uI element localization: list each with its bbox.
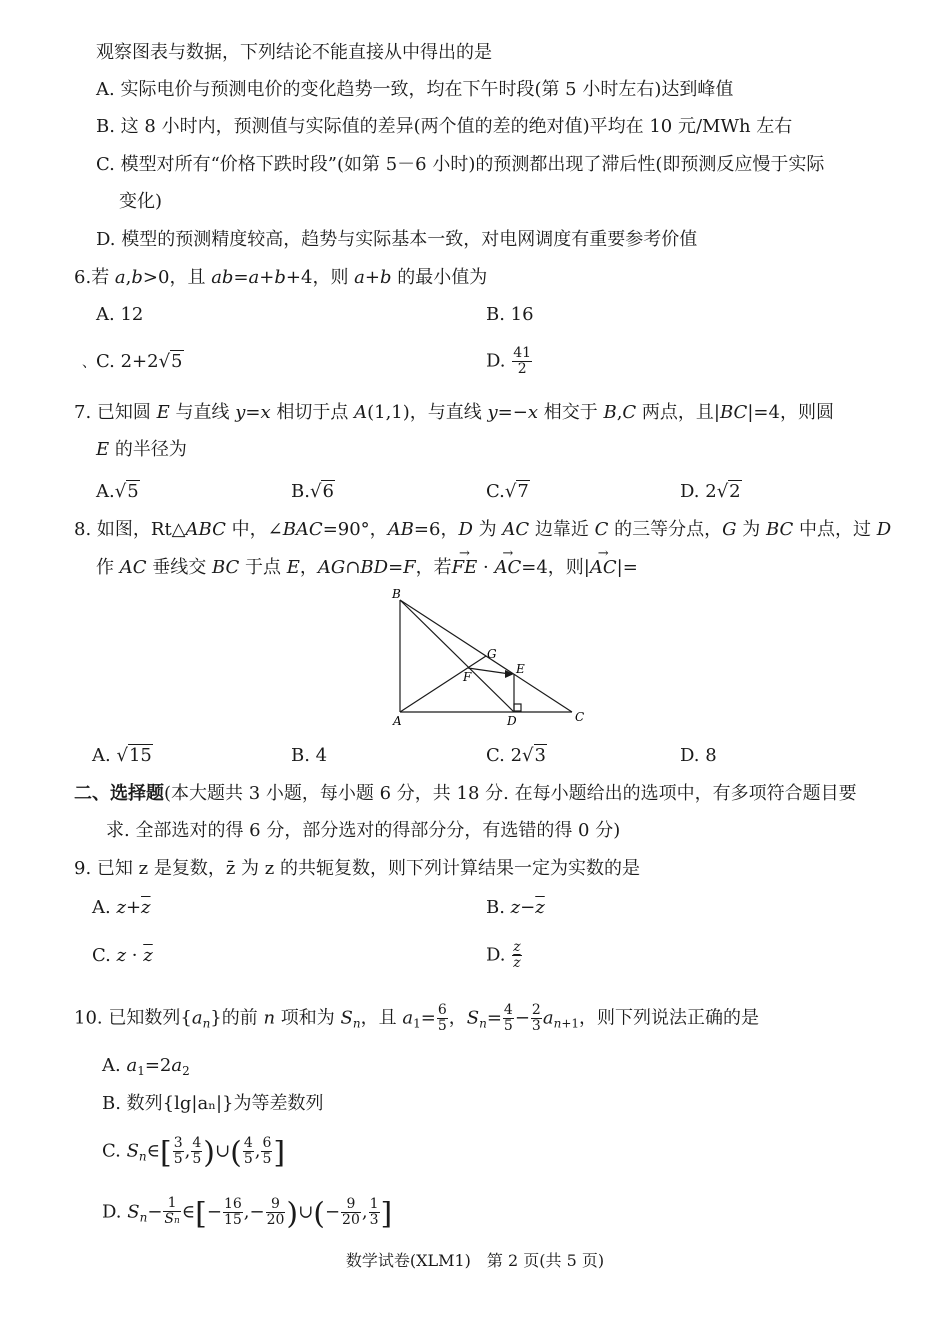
q5-option-a: A. 实际电价与预测电价的变化趋势一致，均在下午时段(第 5 小时左右)达到峰值 [96, 79, 734, 100]
q9-option-b: B. $z-\overline{z}$ [486, 897, 545, 918]
q9-option-c: C. $z \cdot \overline{z}$ [92, 945, 153, 966]
q8-option-d: D. 8 [680, 745, 717, 766]
label-e: E [516, 662, 525, 676]
q6-stem: 6.若 a,b>0，且 ab=a+b+4，则 a+b 的最小值为 [74, 267, 488, 288]
q10-option-d: D. $S_n-$ $\frac{1}{Sn}$ ∈[− $\frac{16}{15}$ ,− $\frac{9}{20}$ )∪(− $\frac{9}{20}$ , $\frac{1}{3}$ ] [102, 1195, 393, 1232]
q7-option-a: A.√5 [96, 481, 139, 502]
q8-stem-line2: 作 AC 垂线交 BC 于点 E，AG∩BD=F，若→ FE · → AC=4，则|→ AC|= [96, 556, 638, 580]
q10-option-a: A. $a_1=2a_2$ [102, 1055, 190, 1078]
segment-bd [400, 600, 514, 712]
q8-option-c: C. 2√3 [486, 745, 546, 766]
q6-option-c: 、C. 2+2√5 [82, 351, 183, 372]
q9-option-d: D. $\frac{z}{z}$ [486, 939, 521, 971]
section-2-header [74, 782, 857, 806]
q8-stem-line1: 8. 如图，Rt△ABC 中，∠BAC=90°，AB=6，D 为 AC 边靠近 C 的三等分点，G 为 BC 中点，过 D [74, 519, 892, 540]
q7-option-b: B.√6 [291, 481, 334, 502]
q6-option-c-prefix: C. 2+2 [96, 351, 159, 372]
label-a: A [393, 714, 402, 728]
q6-number: 6. [74, 267, 92, 288]
q7-option-c: C.√7 [486, 481, 529, 502]
q10-stem: 10. 已知数列$\{a_n\}$的前 n 项和为 $S_n$，且 $a_1=$ $\frac{6}{5}$ ，$S_n=$ $\frac{4}{5}$ − $\frac{2}{3}$ $a_{n+1}$，则下列说法正确的是 [74, 1002, 760, 1034]
section-2-desc-cont: 求. 全部选对的得 6 分，部分选对的得部分分，有选错的得 0 分) [106, 820, 621, 841]
right-angle-mark [514, 704, 521, 711]
q6-option-a: A. 12 [96, 304, 144, 325]
q10-option-c: C. $S_n\in$[ $\frac{3}{5}$ , $\frac{4}{5}$ )∪( $\frac{4}{5}$ , $\frac{6}{5}$ ] [102, 1135, 286, 1171]
q5-stem-tail: 观察图表与数据，下列结论不能直接从中得出的是 [96, 42, 492, 63]
q6-option-c-radicand: 5 [171, 351, 183, 372]
label-f: F [463, 670, 472, 684]
label-d: D [507, 714, 517, 728]
label-g: G [487, 647, 497, 661]
label-c: C [575, 710, 585, 724]
q5-option-c-cont: 变化) [119, 191, 163, 212]
section-2-title: 二、选择题 [74, 783, 164, 804]
q7-stem-line2: E 的半径为 [96, 439, 187, 460]
page-footer: 数学试卷(XLM1) 第 2 页(共 5 页) [345, 1251, 605, 1270]
q9-stem: 9. 已知 z 是复数，z̄ 为 z 的共轭复数，则下列计算结果一定为实数的是 [74, 858, 640, 879]
q7-stem-line1: 7. 已知圆 E 与直线 y=x 相切于点 A(1,1)，与直线 y=−x 相交于 B,C 两点，且|BC|=4，则圆 [74, 402, 834, 423]
segment-ag [400, 656, 486, 712]
q8-option-a: A. √15 [92, 745, 152, 766]
q6-option-b: B. 16 [486, 304, 534, 325]
label-b: B [392, 588, 401, 601]
q7-option-d: D. 2√2 [680, 481, 741, 502]
q5-option-c: C. 模型对所有“价格下跌时段”(如第 5－6 小时)的预测都出现了滞后性(即预测反应慢于实际 [96, 154, 825, 175]
q6-option-d-prefix: D. [486, 350, 506, 372]
q6-option-d-fraction: $\frac{41}{2}$ [513, 345, 532, 377]
q8-triangle-figure [390, 588, 600, 728]
section-2-desc: (本大题共 3 小题，每小题 6 分，共 18 分. 在每小题给出的选项中，有多项符合题目要 [164, 783, 857, 804]
q8-option-b: B. 4 [291, 745, 328, 766]
q5-option-b: B. 这 8 小时内，预测值与实际值的差异(两个值的差的绝对值)平均在 10 元/MWh 左右 [96, 116, 793, 137]
q9-option-a: A. $z+\overline{z}$ [92, 897, 151, 918]
q5-option-d: D. 模型的预测精度较高，趋势与实际基本一致，对电网调度有重要参考价值 [96, 229, 698, 250]
q10-option-b: B. 数列{lg|aₙ|}为等差数列 [102, 1093, 324, 1114]
q6-option-d [486, 346, 533, 377]
